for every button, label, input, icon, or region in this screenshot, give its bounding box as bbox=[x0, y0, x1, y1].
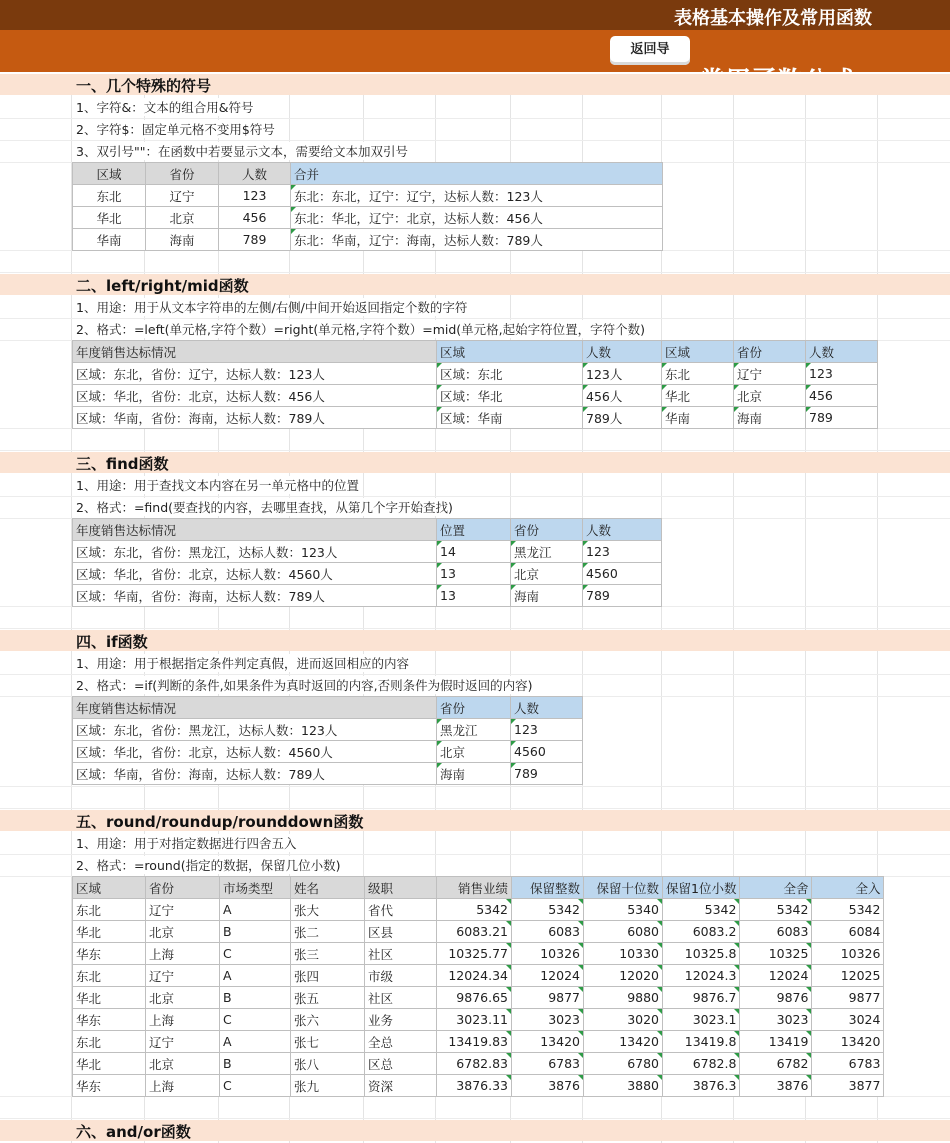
cell[interactable]: 东北 bbox=[73, 185, 146, 207]
formula-cell[interactable]: 789 bbox=[806, 407, 878, 429]
cell[interactable]: 华南 bbox=[73, 229, 146, 251]
cell[interactable]: 华北 bbox=[73, 921, 146, 943]
header-cell[interactable]: 区域 bbox=[73, 163, 146, 185]
formula-cell[interactable]: 海南 bbox=[734, 407, 806, 429]
header-cell[interactable]: 级职 bbox=[365, 877, 437, 899]
header-cell[interactable]: 人数 bbox=[806, 341, 878, 363]
formula-cell[interactable]: 黑龙江 bbox=[511, 541, 583, 563]
formula-cell[interactable]: 14 bbox=[437, 541, 511, 563]
section-5-title: 五、round/roundup/rounddown函数 bbox=[76, 813, 364, 831]
cell[interactable]: B bbox=[220, 921, 291, 943]
formula-cell[interactable]: 123 bbox=[511, 719, 583, 741]
formula-cell[interactable]: 海南 bbox=[437, 763, 511, 785]
formula-cell[interactable]: 10325 bbox=[740, 943, 812, 965]
formula-cell[interactable]: 5342 bbox=[663, 899, 740, 921]
formula-cell[interactable]: 6080 bbox=[584, 921, 663, 943]
formula-cell[interactable]: 辽宁 bbox=[734, 363, 806, 385]
cell[interactable]: 上海 bbox=[146, 1075, 220, 1097]
formula-cell[interactable]: 区域：华北 bbox=[437, 385, 583, 407]
section-1-line-2: 2、字符$：固定单元格不变用$符号 bbox=[76, 120, 279, 138]
formula-cell[interactable]: 789 bbox=[583, 585, 662, 607]
subtitle-bar bbox=[0, 30, 950, 72]
formula-cell[interactable]: 10326 bbox=[812, 943, 884, 965]
formula-cell[interactable]: 3880 bbox=[584, 1075, 663, 1097]
cell[interactable]: 区域：华南，省份：海南，达标人数：789人 bbox=[73, 407, 437, 429]
formula-cell[interactable]: 4560 bbox=[583, 563, 662, 585]
formula-cell[interactable]: 3023.1 bbox=[663, 1009, 740, 1031]
formula-cell[interactable]: 9876.7 bbox=[663, 987, 740, 1009]
cell[interactable]: 张四 bbox=[291, 965, 365, 987]
formula-cell[interactable]: 黑龙江 bbox=[437, 719, 511, 741]
header-cell[interactable]: 省份 bbox=[437, 697, 511, 719]
cell[interactable]: 华东 bbox=[73, 943, 146, 965]
cell[interactable]: 东北 bbox=[73, 1031, 146, 1053]
cell[interactable]: 资深 bbox=[365, 1075, 437, 1097]
cell[interactable]: 上海 bbox=[146, 943, 220, 965]
header-cell[interactable]: 区域 bbox=[73, 877, 146, 899]
formula-cell[interactable]: 13 bbox=[437, 585, 511, 607]
cell[interactable]: 辽宁 bbox=[146, 185, 219, 207]
header-cell[interactable]: 人数 bbox=[511, 697, 583, 719]
formula-cell[interactable]: 6083 bbox=[740, 921, 812, 943]
section-2-line-2: 2、格式：=left(单元格,字符个数）=right(单元格,字符个数）=mid(单元格,起始字符位置，字符个数) bbox=[76, 320, 649, 338]
cell[interactable]: 3023.11 bbox=[437, 1009, 512, 1031]
cell[interactable]: 辽宁 bbox=[146, 899, 220, 921]
formula-cell[interactable]: 区域：华南 bbox=[437, 407, 583, 429]
cell[interactable]: 区域：华南，省份：海南，达标人数：789人 bbox=[73, 763, 437, 785]
formula-cell[interactable]: 789人 bbox=[583, 407, 662, 429]
formula-cell[interactable]: 13419.8 bbox=[663, 1031, 740, 1053]
section-3-title: 三、find函数 bbox=[76, 455, 169, 473]
cell[interactable]: 华北 bbox=[73, 207, 146, 229]
cell[interactable]: 6083.21 bbox=[437, 921, 512, 943]
cell[interactable]: 区域：华南，省份：海南，达标人数：789人 bbox=[73, 585, 437, 607]
header-cell[interactable]: 姓名 bbox=[291, 877, 365, 899]
cell[interactable]: 13419.83 bbox=[437, 1031, 512, 1053]
header-cell[interactable]: 省份 bbox=[511, 519, 583, 541]
cell[interactable]: 华东 bbox=[73, 1009, 146, 1031]
section-4-header bbox=[0, 630, 950, 651]
cell[interactable]: A bbox=[220, 1031, 291, 1053]
formula-cell[interactable]: 123 bbox=[583, 541, 662, 563]
formula-cell[interactable]: 9880 bbox=[584, 987, 663, 1009]
cell[interactable]: B bbox=[220, 1053, 291, 1075]
cell[interactable]: 区域：华北，省份：北京，达标人数：456人 bbox=[73, 385, 437, 407]
formula-cell[interactable]: 12024.3 bbox=[663, 965, 740, 987]
formula-cell[interactable]: 6083 bbox=[512, 921, 584, 943]
cell[interactable]: 社区 bbox=[365, 943, 437, 965]
cell[interactable]: 张五 bbox=[291, 987, 365, 1009]
cell[interactable]: 区域：华北，省份：北京，达标人数：4560人 bbox=[73, 563, 437, 585]
formula-cell[interactable]: 6782 bbox=[740, 1053, 812, 1075]
section-1-header bbox=[0, 74, 950, 95]
formula-cell[interactable]: 东北：华北，辽宁：北京，达标人数：456人 bbox=[291, 207, 663, 229]
formula-cell[interactable]: 6783 bbox=[812, 1053, 884, 1075]
cell[interactable]: 北京 bbox=[146, 207, 219, 229]
cell[interactable]: 区总 bbox=[365, 1053, 437, 1075]
section-1-line-1: 1、字符&：文本的组合用&符号 bbox=[76, 98, 257, 116]
section-2-title: 二、left/right/mid函数 bbox=[76, 277, 249, 295]
header-cell[interactable]: 省份 bbox=[734, 341, 806, 363]
cell[interactable]: C bbox=[220, 1075, 291, 1097]
formula-cell[interactable]: 4560 bbox=[511, 741, 583, 763]
section-3-line-1: 1、用途：用于查找文本内容在另一单元格中的位置 bbox=[76, 476, 363, 494]
cell[interactable]: 北京 bbox=[146, 921, 220, 943]
cell[interactable]: 张九 bbox=[291, 1075, 365, 1097]
header-cell[interactable]: 人数 bbox=[583, 341, 662, 363]
cell[interactable]: 10325.77 bbox=[437, 943, 512, 965]
formula-cell[interactable]: 13419 bbox=[740, 1031, 812, 1053]
formula-cell[interactable]: 9877 bbox=[512, 987, 584, 1009]
formula-cell[interactable]: 789 bbox=[511, 763, 583, 785]
formula-cell[interactable]: 456 bbox=[806, 385, 878, 407]
formula-cell[interactable]: 3023 bbox=[740, 1009, 812, 1031]
formula-cell[interactable]: 3877 bbox=[812, 1075, 884, 1097]
header-cell[interactable]: 销售业绩 bbox=[437, 877, 512, 899]
cell[interactable]: 辽宁 bbox=[146, 965, 220, 987]
formula-cell[interactable]: 13420 bbox=[584, 1031, 663, 1053]
formula-cell[interactable]: 13420 bbox=[512, 1031, 584, 1053]
cell[interactable]: 省代 bbox=[365, 899, 437, 921]
cell[interactable]: 北京 bbox=[146, 987, 220, 1009]
formula-cell[interactable]: 13420 bbox=[812, 1031, 884, 1053]
cell[interactable]: 张六 bbox=[291, 1009, 365, 1031]
cell[interactable]: 东北 bbox=[73, 899, 146, 921]
formula-cell[interactable]: 3876 bbox=[512, 1075, 584, 1097]
header-cell[interactable]: 市场类型 bbox=[220, 877, 291, 899]
header-cell[interactable]: 保留十位数 bbox=[584, 877, 663, 899]
formula-cell[interactable]: 6782.8 bbox=[663, 1053, 740, 1075]
cell[interactable]: 区域：东北，省份：黑龙江，达标人数：123人 bbox=[73, 719, 437, 741]
header-cell[interactable]: 年度销售达标情况 bbox=[73, 697, 437, 719]
cell[interactable]: 全总 bbox=[365, 1031, 437, 1053]
section-5-header bbox=[0, 810, 950, 831]
formula-cell[interactable]: 10325.8 bbox=[663, 943, 740, 965]
formula-cell[interactable]: 东北：东北，辽宁：辽宁，达标人数：123人 bbox=[291, 185, 663, 207]
cell[interactable]: 海南 bbox=[146, 229, 219, 251]
cell[interactable]: A bbox=[220, 899, 291, 921]
section-5-line-2: 2、格式：=round(指定的数据，保留几位小数) bbox=[76, 856, 344, 874]
header-cell[interactable]: 保留1位小数 bbox=[663, 877, 740, 899]
formula-cell[interactable]: 10330 bbox=[584, 943, 663, 965]
formula-cell[interactable]: 12024 bbox=[740, 965, 812, 987]
formula-cell[interactable]: 12020 bbox=[584, 965, 663, 987]
cell[interactable]: 辽宁 bbox=[146, 1031, 220, 1053]
section-3-table bbox=[72, 518, 662, 607]
section-1-table bbox=[72, 162, 663, 251]
section-1-line-3: 3、双引号""：在函数中若要显示文本，需要给文本加双引号 bbox=[76, 142, 412, 160]
header-cell[interactable]: 全舍 bbox=[740, 877, 812, 899]
formula-cell[interactable]: 6780 bbox=[584, 1053, 663, 1075]
header-cell[interactable]: 年度销售达标情况 bbox=[73, 341, 437, 363]
cell[interactable]: 张大 bbox=[291, 899, 365, 921]
cell[interactable]: 业务 bbox=[365, 1009, 437, 1031]
formula-cell[interactable]: 5342 bbox=[812, 899, 884, 921]
cell[interactable]: B bbox=[220, 987, 291, 1009]
workbook-title: 表格基本操作及常用函数 bbox=[674, 8, 872, 29]
cell[interactable]: 区县 bbox=[365, 921, 437, 943]
section-2-table bbox=[72, 340, 878, 429]
header-cell[interactable]: 人数 bbox=[583, 519, 662, 541]
formula-cell[interactable]: 3876 bbox=[740, 1075, 812, 1097]
cell[interactable]: 张二 bbox=[291, 921, 365, 943]
formula-cell[interactable]: 北京 bbox=[734, 385, 806, 407]
section-3-header bbox=[0, 452, 950, 473]
section-4-table bbox=[72, 696, 583, 785]
formula-cell[interactable]: 东北：华南，辽宁：海南，达标人数：789人 bbox=[291, 229, 663, 251]
back-to-nav-button[interactable]: 返回导 bbox=[610, 36, 690, 65]
cell[interactable]: 张七 bbox=[291, 1031, 365, 1053]
header-cell[interactable]: 省份 bbox=[146, 877, 220, 899]
cell[interactable]: 东北 bbox=[73, 965, 146, 987]
section-2-line-1: 1、用途：用于从文本字符串的左侧/右侧/中间开始返回指定个数的字符 bbox=[76, 298, 471, 316]
formula-cell[interactable]: 12024 bbox=[512, 965, 584, 987]
cell[interactable]: 3876.33 bbox=[437, 1075, 512, 1097]
header-cell[interactable]: 全入 bbox=[812, 877, 884, 899]
cell[interactable]: 456 bbox=[219, 207, 291, 229]
cell[interactable]: 华北 bbox=[73, 987, 146, 1009]
section-1-title: 一、几个特殊的符号 bbox=[76, 77, 212, 95]
formula-cell[interactable]: 5342 bbox=[740, 899, 812, 921]
section-4-title: 四、if函数 bbox=[76, 633, 148, 651]
cell[interactable]: 华东 bbox=[73, 1075, 146, 1097]
cell[interactable]: 9876.65 bbox=[437, 987, 512, 1009]
section-5-line-1: 1、用途：用于对指定数据进行四舍五入 bbox=[76, 834, 300, 852]
cell[interactable]: 张三 bbox=[291, 943, 365, 965]
header-cell[interactable]: 位置 bbox=[437, 519, 511, 541]
formula-cell[interactable]: 海南 bbox=[511, 585, 583, 607]
header-cell[interactable]: 年度销售达标情况 bbox=[73, 519, 437, 541]
formula-cell[interactable]: 9876 bbox=[740, 987, 812, 1009]
section-6-header bbox=[0, 1120, 950, 1141]
formula-cell[interactable]: 3024 bbox=[812, 1009, 884, 1031]
cell[interactable]: A bbox=[220, 965, 291, 987]
section-3-line-2: 2、格式：=find(要查找的内容，去哪里查找，从第几个字开始查找) bbox=[76, 498, 457, 516]
formula-cell[interactable]: 5340 bbox=[584, 899, 663, 921]
cell[interactable]: 区域：东北，省份：黑龙江，达标人数：123人 bbox=[73, 541, 437, 563]
header-cell[interactable]: 保留整数 bbox=[512, 877, 584, 899]
section-4-line-2: 2、格式：=if(判断的条件,如果条件为真时返回的内容,否则条件为假时返回的内容) bbox=[76, 676, 537, 694]
formula-cell[interactable]: 9877 bbox=[812, 987, 884, 1009]
header-cell[interactable]: 省份 bbox=[146, 163, 219, 185]
formula-cell[interactable]: 6083.2 bbox=[663, 921, 740, 943]
section-4-line-1: 1、用途：用于根据指定条件判定真假，进而返回相应的内容 bbox=[76, 654, 413, 672]
cell[interactable]: 6782.83 bbox=[437, 1053, 512, 1075]
formula-cell[interactable]: 华南 bbox=[662, 407, 734, 429]
header-cell[interactable]: 区域 bbox=[437, 341, 583, 363]
formula-cell[interactable]: 10326 bbox=[512, 943, 584, 965]
cell[interactable]: 区域：东北，省份：辽宁，达标人数：123人 bbox=[73, 363, 437, 385]
cell[interactable]: 5342 bbox=[437, 899, 512, 921]
header-cell[interactable]: 合并 bbox=[291, 163, 663, 185]
formula-cell[interactable]: 12025 bbox=[812, 965, 884, 987]
cell[interactable]: 市级 bbox=[365, 965, 437, 987]
formula-cell[interactable]: 123 bbox=[806, 363, 878, 385]
cell[interactable]: 789 bbox=[219, 229, 291, 251]
formula-cell[interactable]: 区域：东北 bbox=[437, 363, 583, 385]
formula-cell[interactable]: 华北 bbox=[662, 385, 734, 407]
cell[interactable]: C bbox=[220, 1009, 291, 1031]
formula-cell[interactable]: 456人 bbox=[583, 385, 662, 407]
formula-cell[interactable]: 3876.3 bbox=[663, 1075, 740, 1097]
formula-cell[interactable]: 5342 bbox=[512, 899, 584, 921]
section-2-header bbox=[0, 274, 950, 295]
cell[interactable]: 北京 bbox=[146, 1053, 220, 1075]
cell[interactable]: 华北 bbox=[73, 1053, 146, 1075]
formula-cell[interactable]: 北京 bbox=[437, 741, 511, 763]
formula-cell[interactable]: 东北 bbox=[662, 363, 734, 385]
cell[interactable]: 社区 bbox=[365, 987, 437, 1009]
formula-cell[interactable]: 123人 bbox=[583, 363, 662, 385]
cell[interactable]: 123 bbox=[219, 185, 291, 207]
title-bar bbox=[0, 0, 950, 30]
formula-cell[interactable]: 3023 bbox=[512, 1009, 584, 1031]
cell[interactable]: 区域：华北，省份：北京，达标人数：4560人 bbox=[73, 741, 437, 763]
cell[interactable]: 上海 bbox=[146, 1009, 220, 1031]
formula-cell[interactable]: 3020 bbox=[584, 1009, 663, 1031]
formula-cell[interactable]: 13 bbox=[437, 563, 511, 585]
header-cell[interactable]: 人数 bbox=[219, 163, 291, 185]
section-5-table bbox=[72, 876, 884, 1097]
header-cell[interactable]: 区域 bbox=[662, 341, 734, 363]
cell[interactable]: 张八 bbox=[291, 1053, 365, 1075]
cell[interactable]: C bbox=[220, 943, 291, 965]
formula-cell[interactable]: 6084 bbox=[812, 921, 884, 943]
section-6-title: 六、and/or函数 bbox=[76, 1123, 191, 1141]
formula-cell[interactable]: 6783 bbox=[512, 1053, 584, 1075]
cell[interactable]: 12024.34 bbox=[437, 965, 512, 987]
formula-cell[interactable]: 北京 bbox=[511, 563, 583, 585]
